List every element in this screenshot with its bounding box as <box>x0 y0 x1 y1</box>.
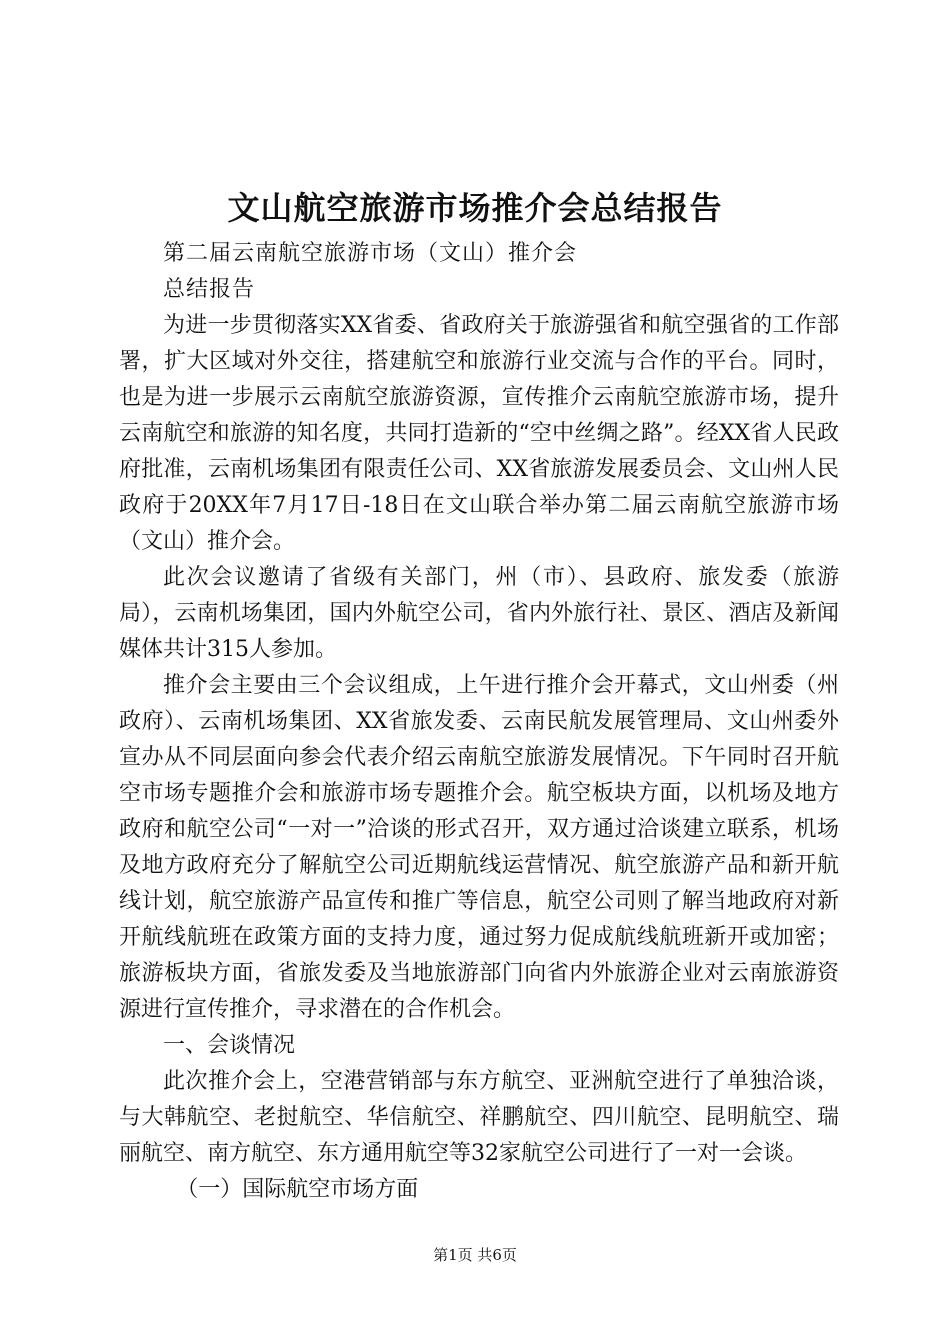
subsection-heading: （一）国际航空市场方面 <box>176 1177 419 1202</box>
section-heading: 一、会谈情况 <box>163 1033 296 1058</box>
subtitle-line: 总结报告 <box>163 277 256 302</box>
subtitle-line: 第二届云南航空旅游市场（文山）推介会 <box>163 241 578 266</box>
document-body <box>119 236 839 1208</box>
document-title: 文山航空旅游市场推介会总结报告 <box>227 189 723 227</box>
page-number: 第1页 共6页 <box>433 1246 517 1264</box>
body-paragraph: 推介会主要由三个会议组成，上午进行推介会开幕式，文山州委（州政府）、云南机场集团、XX省旅发委、云南民航发展管理局、文山州委外宣办从不同层面向参会代表介绍云南航空旅游发展情况。下午同时召开航空市场专题推介会和旅游市场专题推介会。航空板块方面，以机场及地方政府和航空公司“一对一”洽谈的形式召开，双方通过洽谈建立联系，机场及地方政府充分了解航空公司近期航线运营情况、航空旅游产品和新开航线计划，航空旅游产品宣传和推广等信息，航空公司则了解当地政府对新开航线航班在政策方面的支持力度，通过努力促成航线航班新开或加密；旅游板块方面，省旅发委及当地旅游部门向省内外旅游企业对云南旅游资源进行宣传推介，寻求潜在的合作机会。 <box>119 673 839 1022</box>
body-paragraph: 此次推介会上，空港营销部与东方航空、亚洲航空进行了单独洽谈，与大韩航空、老挝航空、华信航空、祥鹏航空、四川航空、昆明航空、瑞丽航空、南方航空、东方通用航空等32家航空公司进行了一对一会谈。 <box>119 1069 839 1166</box>
body-paragraph: 为进一步贯彻落实XX省委、省政府关于旅游强省和航空强省的工作部署，扩大区域对外交往，搭建航空和旅游行业交流与合作的平台。同时，也是为进一步展示云南航空旅游资源，宣传推介云南航空旅游市场，提升云南航空和旅游的知名度，共同打造新的“空中丝绸之路”。经XX省人民政府批准，云南机场集团有限责任公司、XX省旅游发展委员会、文山州人民政府于20XX年7月17日-18日在文山联合举办第二届云南航空旅游市场（文山）推介会。 <box>119 313 839 554</box>
body-paragraph: 此次会议邀请了省级有关部门，州（市）、县政府、旅发委（旅游局），云南机场集团，国内外航空公司，省内外旅行社、景区、酒店及新闻媒体共计315人参加。 <box>119 565 839 662</box>
